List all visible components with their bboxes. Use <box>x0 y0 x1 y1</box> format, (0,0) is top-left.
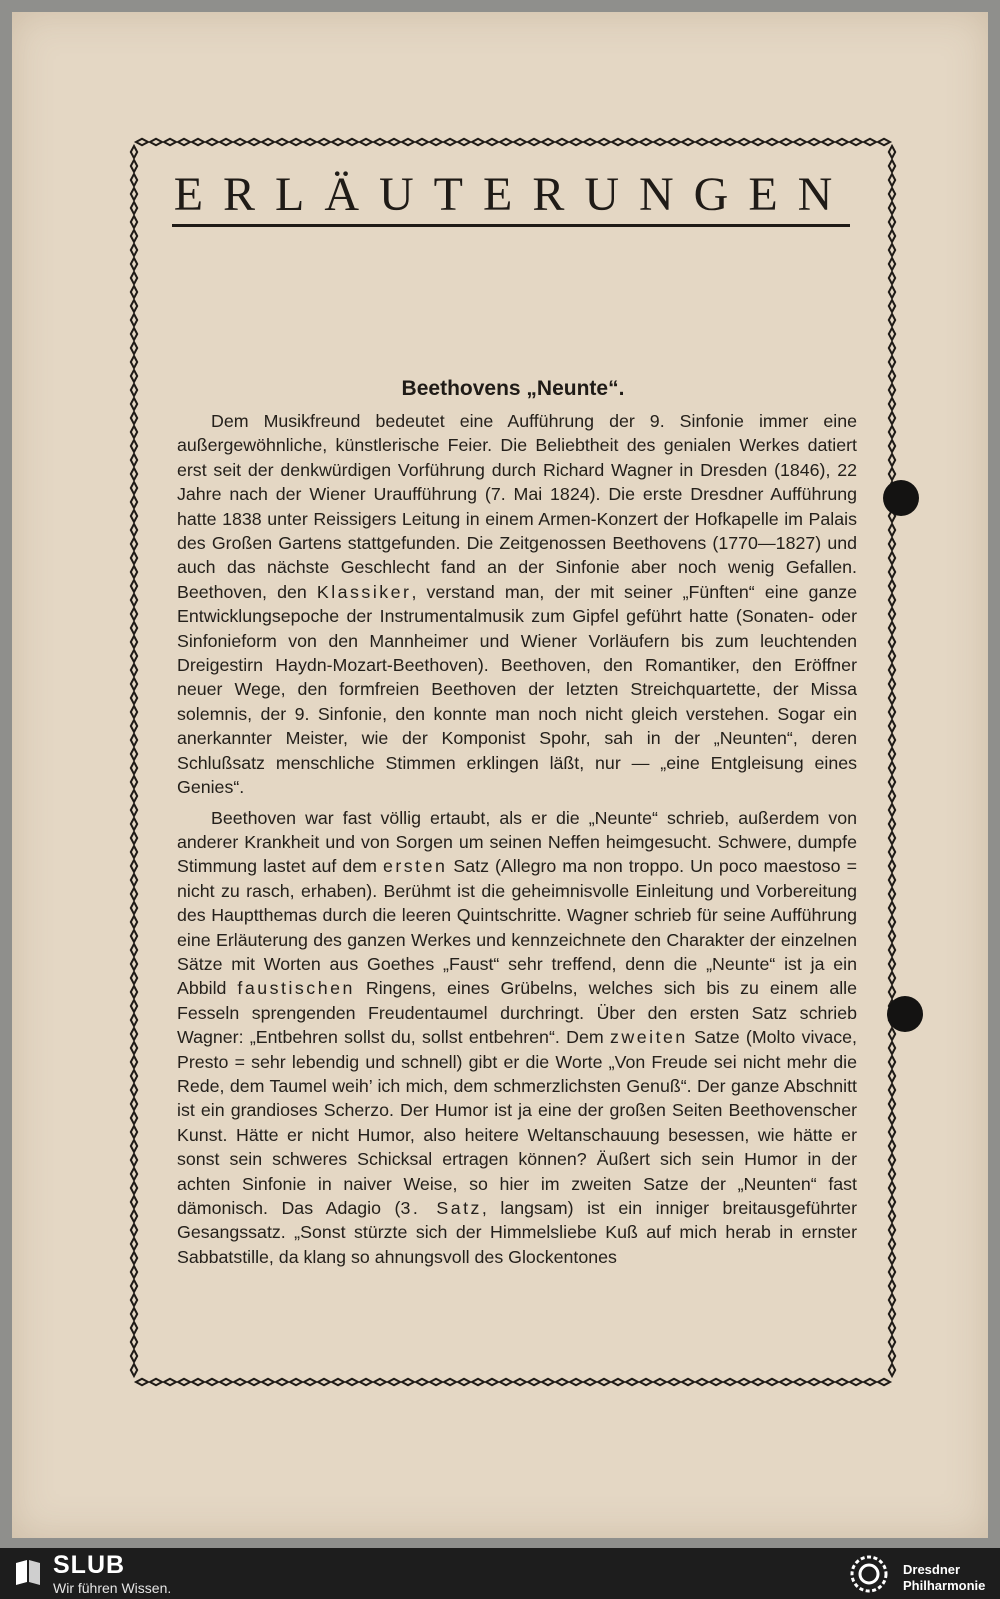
punch-hole-bottom <box>887 996 923 1032</box>
slub-tagline: Wir führen Wissen. <box>53 1580 172 1596</box>
article-title: Beethovens „Neunte“. <box>401 377 625 400</box>
text-segment: Satze (Molto vivace, Presto = sehr lebendig und schnell) gibt er die Worte „Von Freude sei nicht mehr die Rede, dem Taumel weih’ ich mich, dem schmerzlichsten Genuß“. Der ganze Abschnitt ist ein grandioses Scherzo. Der Humor ist ja eine der großen Seiten Beethovenscher Kunst. Hätte er nicht Humor, also heitere Weltanschauung besessen, wie hätte er sonst sein schweres Schicksal ertragen können? Äußert sich sein Humor in der achten Sinfonie in naiver Weise, so hier im zweiten Satze der „Neunten“ fast dämonisch. Das Adagio ( <box>177 1027 857 1218</box>
text-segment: Dem Musikfreund bedeutet eine Aufführung der 9. Sinfonie immer eine außergewöhnliche, künstlerische Feier. Die Beliebtheit des genialen Werkes datiert erst seit der denkwürdigen Vorführung durch Richard Wagner in Dresden (1846), 22 Jahre nach der Wiener Uraufführung (7. Mai 1824). Die erste Dresdner Aufführung hatte 1838 unter Reissigers Leitung in einem Armen-Konzert der Hofkapelle im Palais des Großen Gartens stattgefunden. Die Zeitgenossen Beethovens (1770—1827) und auch das nächste Geschlecht fand an der Sinfonie aber noch wenig Gefallen. Beethoven, den <box>177 411 857 602</box>
punch-hole-top <box>883 480 919 516</box>
emphasized-text: ersten <box>382 856 448 877</box>
philharmonie-name-line2: Philharmonie <box>903 1578 986 1593</box>
text-segment: Satz (Allegro ma non troppo. Un poco maestoso = nicht zu rasch, erhaben). Berühmt ist die geheimnisvolle Einleitung und Vorbereitung des Hauptthemas durch die leeren Quintschritte. Wagner schrieb für seine Aufführung eine Erläuterung des ganzen Werkes und kennzeichnete den Charakter der einzelnen Sätze mit Worten aus Goethes „Faust“ sehr treffend, denn die „Neunte“ ist ja ein Abbild <box>177 856 857 999</box>
emphasized-text: faustischen <box>237 978 355 999</box>
paragraph-1 <box>177 409 857 800</box>
emphasized-text: zweiten <box>610 1027 688 1048</box>
text-segment: , verstand man, der mit seiner „Fünften“ eine ganze Entwicklungsepoche der Instrumentalmusik zum Gipfel geführt hatte (Sonaten- oder Sinfonieform von den Mannheimer und Wiener Vorläufern bis zum leuchtenden Dreigestirn Haydn-Mozart-Beethoven). Beethoven, den Romantiker, den Eröffner neuer Wege, den formfreien Beethoven der letzten Streichquartette, der Missa solemnis, der 9. Sinfonie, den konnte man noch nicht gleich verstehen. Sogar ein anerkannter Meister, wie der Komponist Spohr, sah in der „Neunten“, deren Schlußsatz menschliche Stimmen erklingen läßt, nur — „eine Entgleisung eines Genies“. <box>177 581 858 798</box>
slub-logo-text: SLUB <box>53 1551 126 1579</box>
text-segment: Ringens, eines Grübelns, welches sich bis zu einem alle Fesseln sprengenden Freudentaumel durchringt. Über den ersten Satz schrieb Wagner: „Entbehren sollst du, sollst entbehren“. Dem <box>177 978 858 1048</box>
philharmonie-name-line1: Dresdner <box>903 1562 961 1577</box>
text-segment: Beethoven war fast völlig ertaubt, als er die „Neunte“ schrieb, außerdem von anderer Krankheit und von Sorgen um seinen Neffen heimgesucht. Schwere, dumpfe Stimmung lastet auf dem <box>177 807 857 877</box>
article-body <box>177 409 857 1269</box>
slub-book-icon <box>14 1557 42 1585</box>
emphasized-text: Klassiker <box>316 581 412 602</box>
text-segment: , langsam) ist ein inniger breitausgeführter Gesangssatz. „Sonst stürzte sich der Himmelsliebe Kuß auf mich herab in ernster Sabbatstille, da klang so ahnungsvoll des Glockentones <box>177 1198 857 1267</box>
page-heading: ERLÄUTERUNGEN <box>173 168 853 221</box>
heading-underline <box>172 224 850 227</box>
paragraph-2 <box>177 806 857 1270</box>
emphasized-text: 3. Satz <box>400 1198 482 1218</box>
philharmonie-logo-icon <box>843 1552 895 1596</box>
